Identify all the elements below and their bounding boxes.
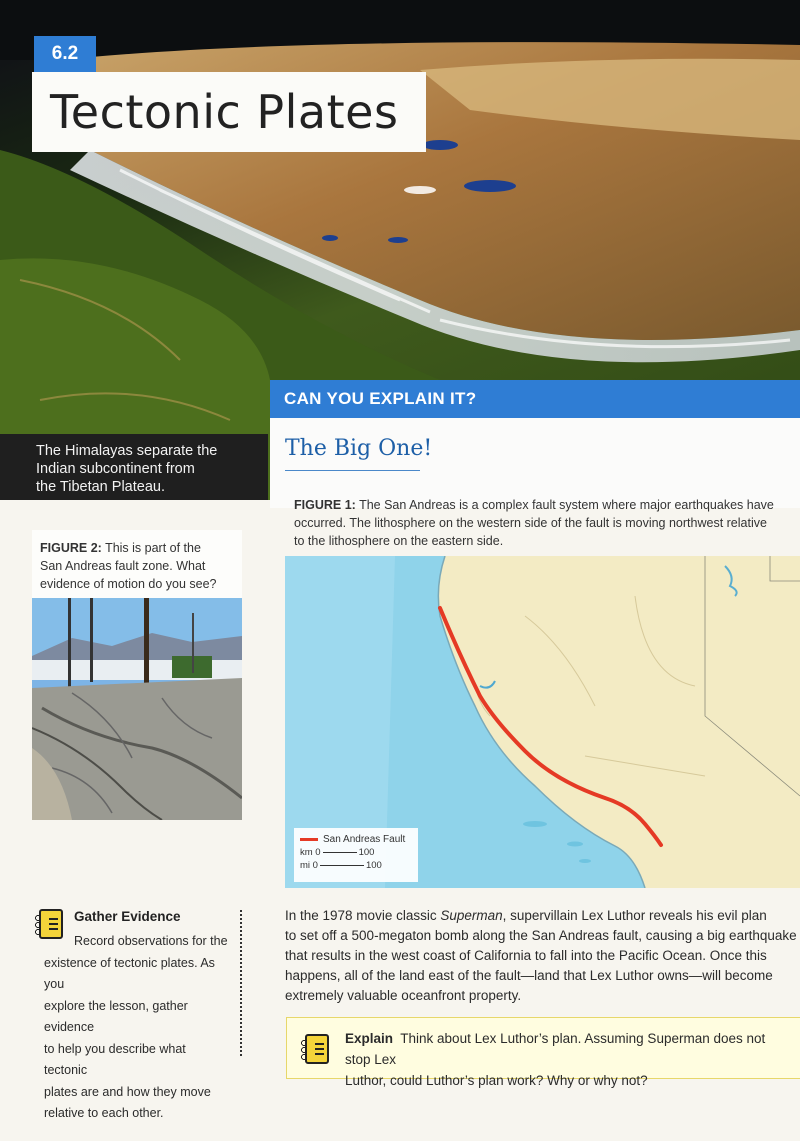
gather-evidence-line: relative to each other. — [44, 1106, 164, 1120]
mi-scale-bar — [320, 865, 364, 866]
figure2-caption-line: San Andreas fault zone. What — [40, 559, 206, 573]
km-scale — [300, 846, 412, 859]
figure1-caption-line: occurred. The lithosphere on the western side of the fault is moving northwest relative — [294, 516, 767, 530]
notebook-icon — [305, 1034, 329, 1064]
figure2-caption — [40, 539, 236, 593]
body-line: In the 1978 movie classic — [285, 908, 441, 923]
body-line: that results in the west coast of California to fall into the Pacific Ocean. Once this — [285, 948, 767, 963]
section-heading: The Big One! — [285, 436, 433, 461]
figure2-caption-line: evidence of motion do you see? — [40, 577, 217, 591]
hero-caption-line: Indian subcontinent from — [36, 461, 195, 477]
gather-evidence-title: Gather Evidence — [74, 909, 181, 924]
body-paragraph — [285, 906, 800, 1006]
km-scale-label: km 0 — [300, 847, 321, 858]
mi-scale-value: 100 — [365, 860, 382, 871]
page-title-box — [32, 72, 426, 152]
figure1-label: FIGURE 1: — [294, 498, 356, 512]
hero-caption-line: the Tibetan Plateau. — [36, 479, 165, 495]
gather-evidence-line: existence of tectonic plates. As you — [44, 955, 215, 991]
gather-evidence-text — [44, 931, 230, 1125]
gather-evidence-line: explore the lesson, gather evidence — [44, 998, 188, 1034]
figure1-caption-line: to the lithosphere on the eastern side. — [294, 534, 504, 548]
figure1-caption-line: The San Andreas is a complex fault system where major earthquakes have — [359, 498, 774, 512]
mi-scale-label: mi 0 — [300, 860, 318, 871]
fault-legend-label: San Andreas Fault — [323, 833, 406, 845]
hero-caption-line: The Himalayas separate the — [36, 443, 218, 459]
figure2-caption-line: This is part of the — [105, 541, 201, 555]
body-line: , supervillain Lex Luthor reveals his evil plan — [502, 908, 767, 923]
fault-zone-photo — [32, 598, 242, 820]
movie-title: Superman — [440, 908, 503, 923]
km-scale-value: 100 — [358, 847, 375, 858]
can-you-explain-it-banner: CAN YOU EXPLAIN IT? — [270, 380, 800, 418]
body-line: extremely valuable oceanfront property. — [285, 988, 522, 1003]
explain-it-panel — [270, 418, 800, 508]
explain-line: Luthor, could Luthor’s plan work? Why or why not? — [345, 1073, 648, 1088]
fault-legend-swatch — [300, 838, 318, 841]
heading-underline — [285, 470, 420, 471]
body-line: happens, all of the land east of the fault—land that Lex Luthor owns—will become — [285, 968, 773, 983]
explain-text — [345, 1028, 790, 1091]
mi-scale — [300, 859, 412, 872]
gather-evidence-line: to help you describe what tectonic — [44, 1041, 186, 1077]
km-scale-bar — [323, 852, 357, 853]
body-line: to set off a 500-megaton bomb along the San Andreas fault, causing a big earthquake — [285, 928, 797, 943]
figure1-caption — [294, 496, 800, 550]
hero-caption — [0, 434, 268, 500]
section-number-badge: 6.2 — [34, 36, 96, 72]
explain-line: Think about Lex Luthor’s plan. Assuming Superman does not stop Lex — [345, 1031, 766, 1067]
cracked-road-photo — [32, 598, 242, 820]
page-title: Tectonic Plates — [50, 85, 399, 139]
figure2-label: FIGURE 2: — [40, 541, 102, 555]
gather-evidence-line: plates are and how they move — [44, 1084, 211, 1099]
gather-evidence-line: Record observations for the — [74, 934, 228, 948]
explain-label: Explain — [345, 1031, 394, 1046]
map-legend — [294, 828, 418, 882]
dotted-divider — [240, 910, 242, 1056]
